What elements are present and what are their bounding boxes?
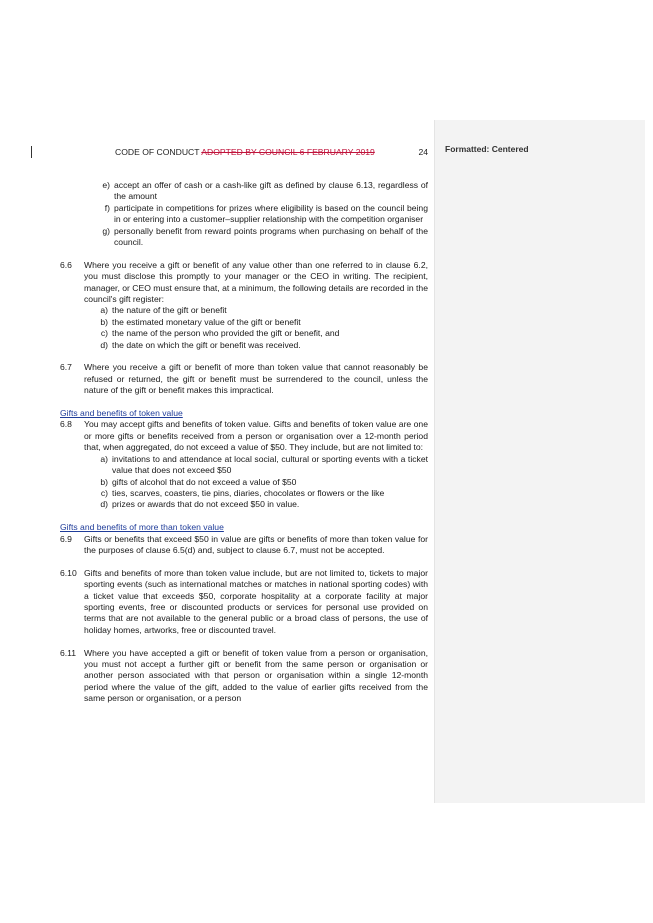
item-label: c) [100,328,108,339]
clause-6-10 [60,568,428,636]
clause-6-11 [60,648,428,705]
section-heading-token: Gifts and benefits of token value [60,408,183,419]
clause-6-7 [60,362,428,396]
item-text: the estimated monetary value of the gift or benefit [112,316,301,327]
list-item [96,203,428,226]
clause-6-8 [60,419,428,453]
item-text: gifts of alcohol that do not exceed a value of $50 [112,476,297,487]
change-bar [31,146,32,158]
item-label: f) [104,202,110,213]
item-text: invitations to and attendance at local social, cultural or sporting events with a ticket value that does not exceed $50 [112,453,428,476]
item-text: ties, scarves, coasters, tie pins, diaries, chocolates or flowers or the like [112,487,385,498]
item-text: participate in competitions for prizes where eligibility is based on the council being in or entering into a customer–supplier relationship with the competition organiser [114,202,428,225]
list-item [94,454,428,477]
clause-text: You may accept gifts and benefits of token value. Gifts and benefits of token value are one or more gifts or benefits received from a person or organisation over a 12-month period that, when aggregated, do not exceed a value of $50. They include, but are not limited to: [84,419,428,453]
clause-text: Where you receive a gift or benefit of any value other than one referred to in clause 6.2, you must disclose this promptly to your manager or the CEO in writing. The recipient, manager, or CEO must ensure that, at a minimum, the following details are recorded in the council's gift register: [84,259,428,305]
clause-6-6-items [94,305,428,351]
document-body [60,180,428,705]
clause-number: 6.11 [60,647,77,658]
section-heading-more: Gifts and benefits of more than token value [60,522,224,533]
page-header [115,147,428,158]
clause-6-9 [60,534,428,557]
item-label: g) [102,225,110,236]
list-item [94,328,428,339]
clause-number: 6.8 [60,419,72,430]
clause-text: Where you receive a gift or benefit of more than token value that cannot reasonably be refused or returned, the gift or benefit must be surrendered to the council, unless the nature of the gift or benefit makes this impractical. [84,362,428,396]
item-label: a) [100,453,108,464]
item-label: b) [100,316,108,327]
item-label: d) [100,499,108,510]
clause-text: Gifts or benefits that exceed $50 in value are gifts or benefits of more than token value for the purposes of clause 6.5(d) and, subject to clause 6.7, must not be accepted. [84,533,428,555]
item-label: c) [100,487,108,498]
clause-number: 6.7 [60,362,72,373]
page-number: 24 [418,147,428,157]
list-item [96,226,428,249]
clause-text: Gifts and benefits of more than token value include, but are not limited to, tickets to major sporting events (such as international matches or matches in national sporting codes) with a ticket value that exceeds $50, corporate hospitality at a corporate facility at major sporting events, free or discounted products or services for personal use provided on terms that are not available to the general public or a broad class of persons, the use of holiday homes, artworks, free or discounted travel. [84,567,428,635]
comment-label: Formatted: Centered [445,144,529,154]
comment-pane [434,120,645,803]
list-item [94,488,428,499]
item-text: the name of the person who provided the gift or benefit, and [112,328,340,339]
top-item-list [96,180,428,248]
item-text: accept an offer of cash or a cash-like gift as defined by clause 6.13, regardless of the amount [114,180,428,202]
header-title: CODE OF CONDUCT [115,147,200,157]
list-item [94,477,428,488]
list-item [94,499,428,510]
clause-number: 6.10 [60,567,77,578]
clause-6-8-items [94,454,428,511]
clause-number: 6.6 [60,259,72,270]
item-label: b) [100,476,108,487]
item-text: the nature of the gift or benefit [112,305,227,316]
list-item [94,305,428,316]
list-item [94,340,428,351]
header-deleted-text: ADOPTED BY COUNCIL 6 FEBRUARY 2019 [201,147,375,157]
item-label: e) [102,180,110,190]
item-text: prizes or awards that do not exceed $50 in value. [112,499,300,510]
clause-6-6 [60,260,428,306]
clause-text: Where you have accepted a gift or benefit of token value from a person or organisation, you must not accept a further gift or benefit from the same person or organisation or another person associated with that person or organisation within a single 12-month period where the value of the gift, added to the value of earlier gifts received from the same person or organisation, or a person [84,647,428,704]
item-label: a) [100,305,108,316]
item-text: personally benefit from reward points programs when purchasing on behalf of the council. [114,225,428,248]
list-item [96,180,428,203]
item-text: the date on which the gift or benefit was received. [112,339,301,350]
item-label: d) [100,339,108,350]
list-item [94,317,428,328]
clause-number: 6.9 [60,533,72,544]
